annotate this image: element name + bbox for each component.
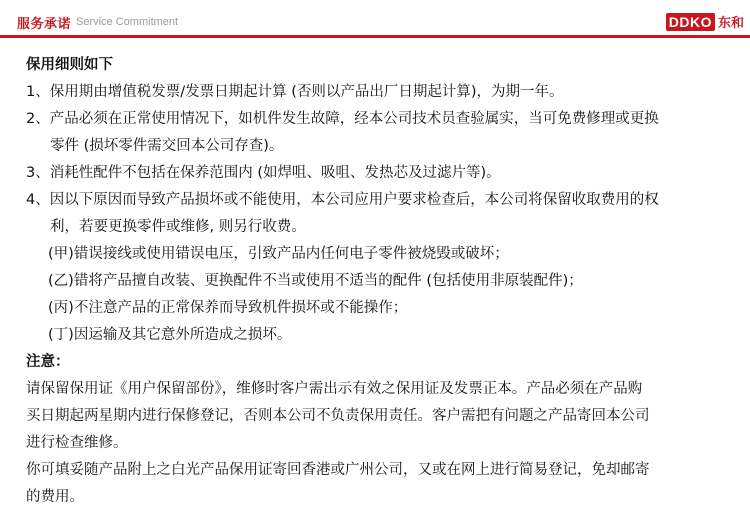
logo-text: 东和 — [717, 16, 744, 31]
header-divider — [0, 35, 750, 38]
warranty-content — [26, 52, 741, 511]
warranty-heading: 保用细则如下 — [26, 57, 113, 73]
brand-logo — [666, 12, 744, 31]
section-title: 服务承诺 — [17, 17, 72, 32]
notice-line-3: 进行检查维修。 — [26, 435, 128, 451]
warranty-item-1: 1、保用期由增值税发票/发票日期起计算 (否则以产品出厂日期起计算)，为期一年。 — [26, 84, 564, 100]
notice-line-1: 请保留保用证《用户保留部份》，维修时客户需出示有效之保用证及发票正本。产品必须在产品购 — [26, 381, 643, 397]
notice-line-4: 你可填妥随产品附上之白光产品保用证寄回香港或广州公司，又或在网上进行简易登记，免却邮寄 — [26, 462, 650, 478]
section-subtitle: Service Commitment — [76, 16, 179, 28]
warranty-subitem-d: (丁)因运输及其它意外所造成之损坏。 — [48, 327, 292, 343]
warranty-subitem-c: (丙)不注意产品的正常保养而导致机件损坏或不能操作； — [48, 300, 408, 316]
notice-line-2: 买日期起两星期内进行保修登记，否则本公司不负责保用责任。客户需把有问题之产品寄回本公司 — [26, 408, 650, 424]
logo-mark: DDKO — [666, 13, 715, 31]
page-header — [0, 0, 750, 47]
warranty-item-4: 4、因以下原因而导致产品损坏或不能使用，本公司应用户要求检查后，本公司将保留收取费用的权 — [26, 192, 659, 208]
warranty-item-2-cont: 零件 (损坏零件需交回本公司存查)。 — [50, 138, 284, 154]
warranty-subitem-b: (乙)错将产品擅自改装、更换配件不当或使用不适当的配件 (包括使用非原装配件)； — [48, 273, 583, 289]
warranty-item-2: 2、产品必须在正常使用情况下，如机件发生故障，经本公司技术员查验属实，当可免费修理或更换 — [26, 111, 659, 127]
warranty-item-4-cont: 利，若要更换零件或维修, 则另行收费。 — [50, 219, 306, 235]
warranty-item-3: 3、消耗性配件不包括在保养范围内 (如焊咀、吸咀、发热芯及过滤片等)。 — [26, 165, 501, 181]
warranty-subitem-a: (甲)错误接线或使用错误电压，引致产品内任何电子零件被烧毁或破坏； — [48, 246, 509, 262]
notice-line-5: 的费用。 — [26, 489, 84, 505]
notice-heading: 注意： — [26, 354, 70, 370]
